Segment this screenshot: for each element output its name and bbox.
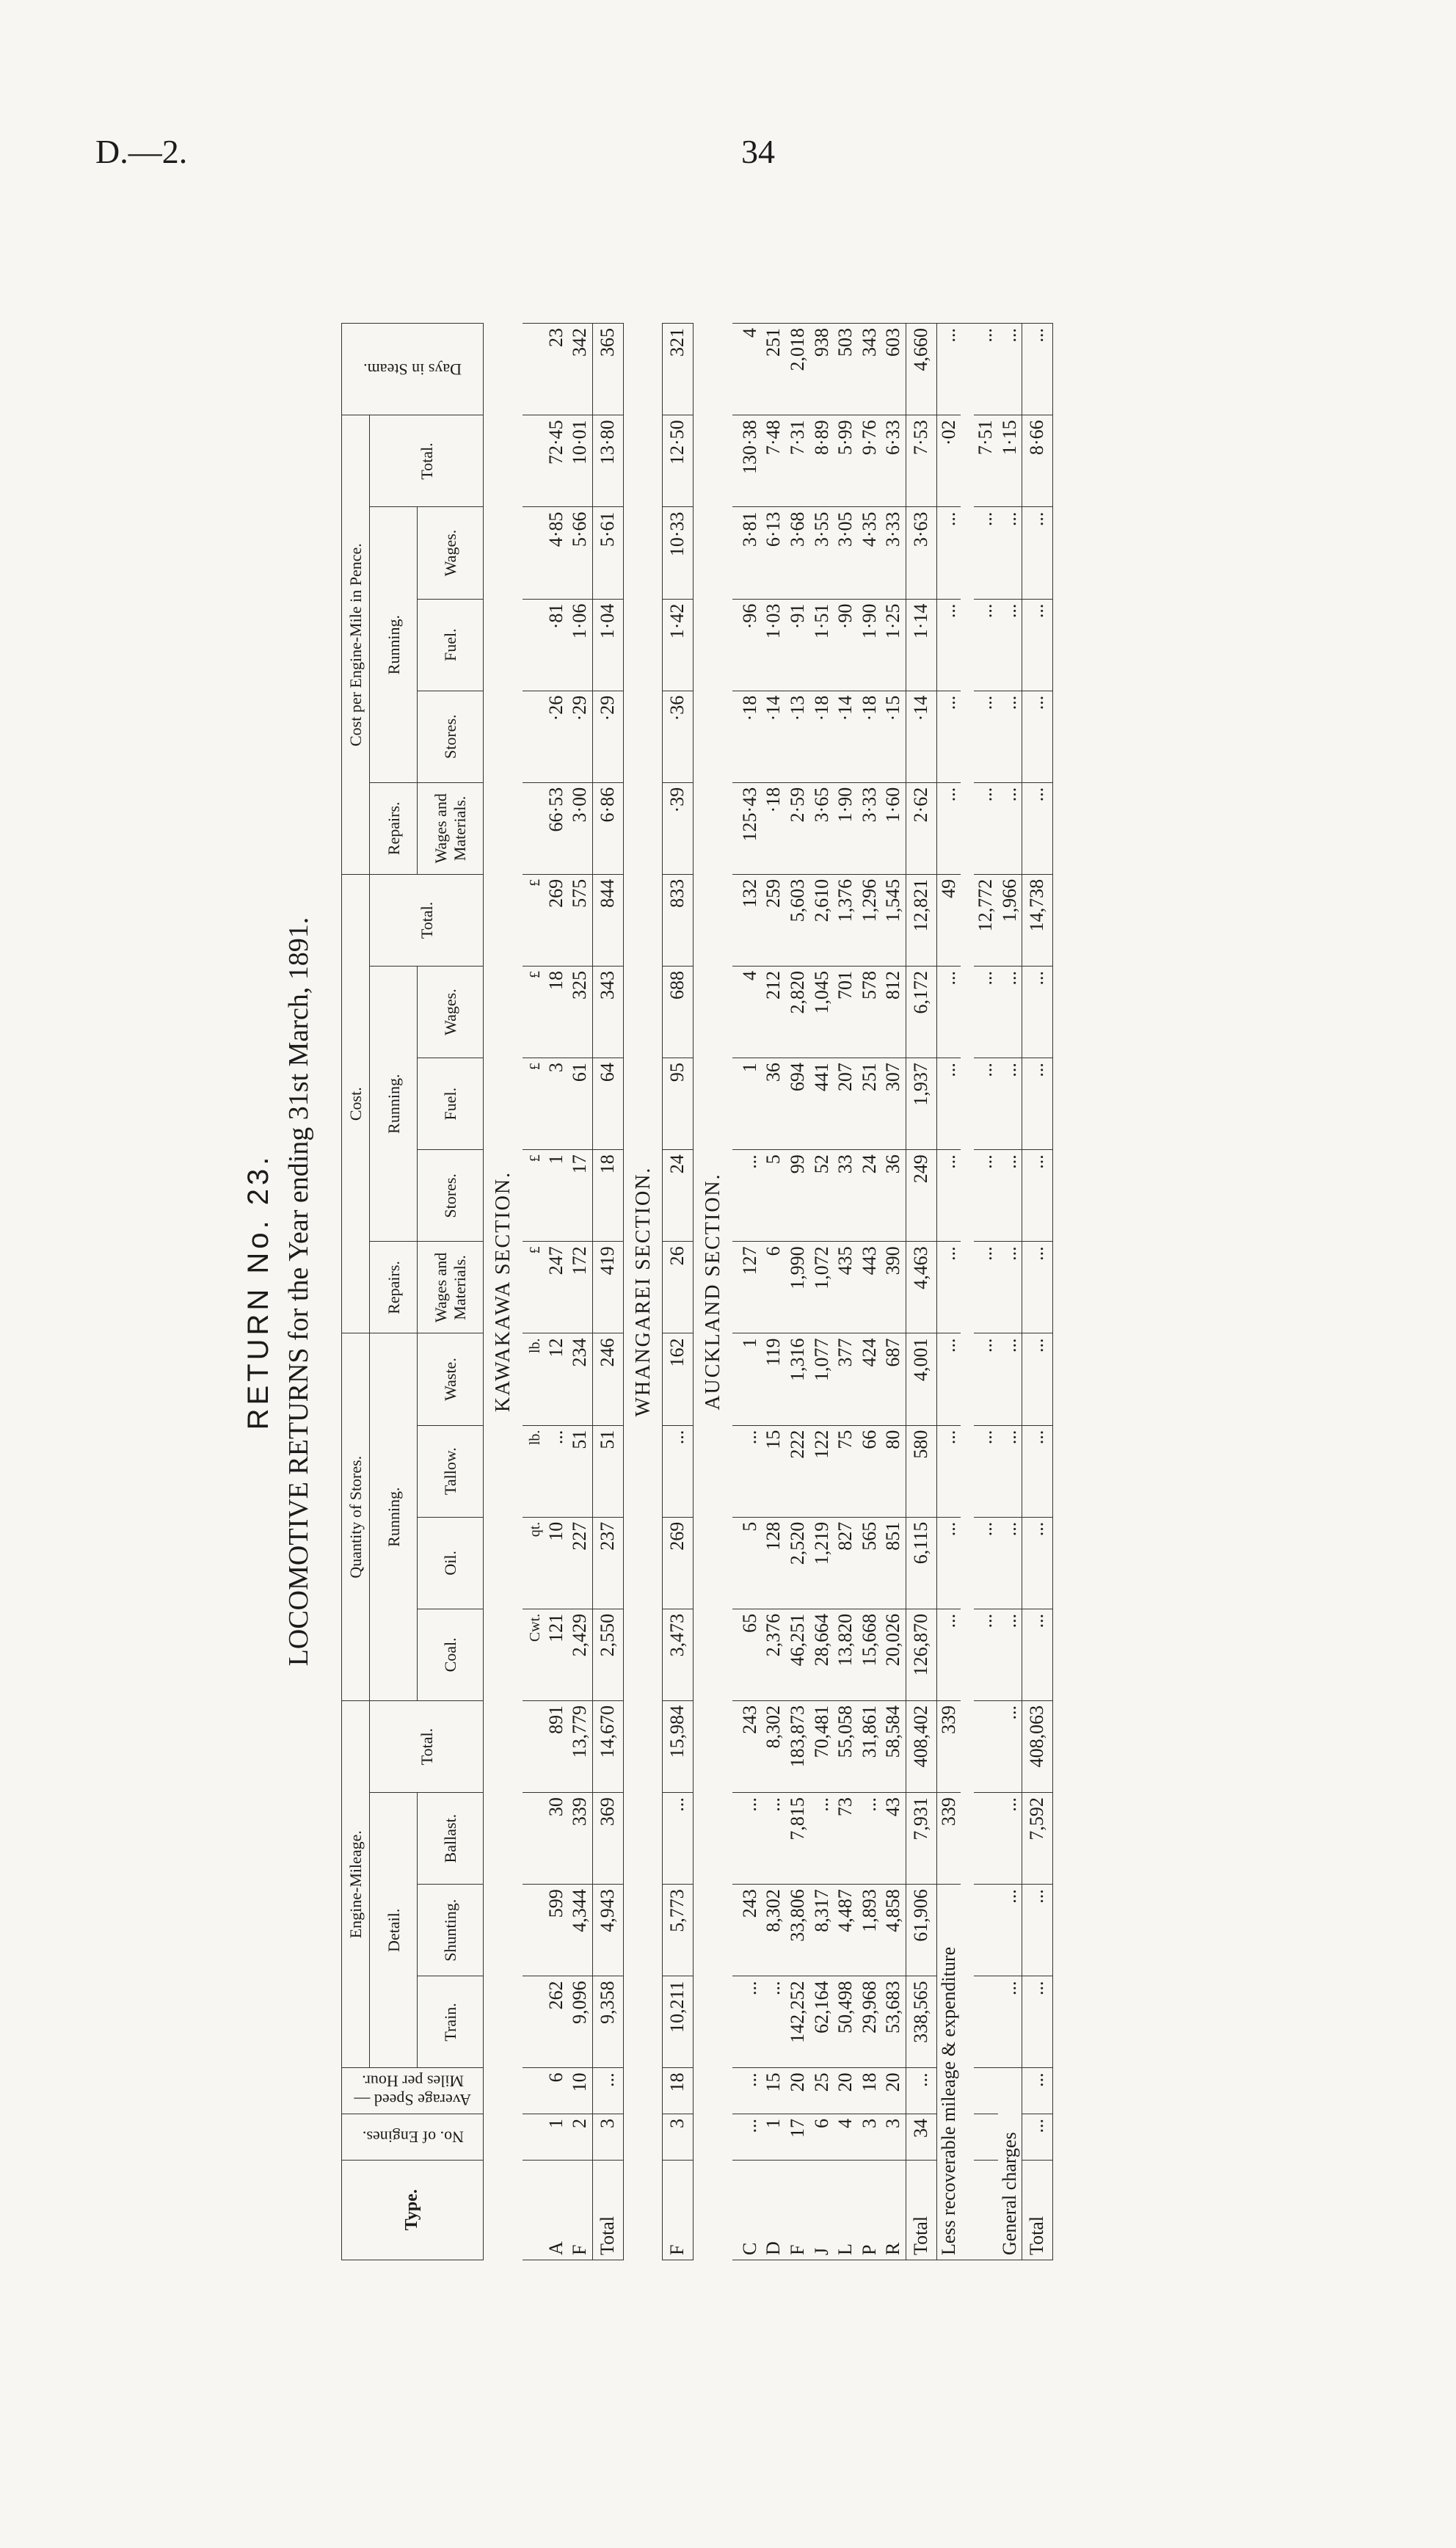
table-row: R 3 20 53,683 4,858 43 58,584 20,026 851 80 687 390 36 307 812 1,545 1·60 ·15 1·25 3·33 6·33 603	[881, 324, 906, 2260]
header-quantity-stores: Quantity of Stores.	[342, 1333, 370, 1700]
header-pence-running: Running.	[370, 507, 418, 782]
header-cost-wages: Wages.	[418, 967, 484, 1058]
spacer-row	[961, 324, 974, 2260]
header-mileage-total: Total.	[370, 1700, 484, 1792]
header-pence-wages-materials: Wages and Materials.	[418, 782, 484, 874]
header-cost-running: Running.	[370, 967, 418, 1242]
table-row: L 4 20 50,498 4,487 73 55,058 13,820 827 75 377 435 33 207 701 1,376 1·90 ·14 ·90 3·05 5·99 503	[834, 324, 858, 2260]
rotated-table-sheet	[242, 323, 1387, 2260]
header-oil: Oil.	[418, 1517, 484, 1609]
less-recoverable-row: Less recoverable mileage & expenditure 339 339 ... ... ... ... ... ... ... ... 49 ... ... ... ... ·02 ...	[936, 324, 961, 2260]
page-header	[0, 132, 1456, 176]
header-tallow: Tallow.	[418, 1425, 484, 1517]
header-waste: Waste.	[418, 1333, 484, 1425]
table-row: F 17 20 142,252 33,806 7,815 183,873 46,251 2,520 222 1,316 1,990 99 694 2,820 5,603 2·59 ·13 ·91 3·68 7·31 2,018	[786, 324, 810, 2260]
section-heading-kawakawa	[484, 324, 523, 2260]
header-cost-per-mile: Cost per Engine-Mile in Pence.	[342, 415, 370, 875]
header-pence-repairs: Repairs.	[370, 782, 418, 874]
unit-pound-fuel: £	[523, 1058, 545, 1150]
table-row: C ... ... ... 243 ... 243 65 5 ... 1 127 ... 1 4 132 125·43 ·18 ·96 3·81 130·38 4	[732, 324, 762, 2260]
unit-coal: Cwt.	[523, 1609, 545, 1700]
page-number: 34	[741, 133, 775, 170]
general-charges-row: General charges ... ... ... ... ... ... ... ... ... ... ... ... 1,966 ... ... ... ... 1·15 ...	[998, 324, 1022, 2260]
unit-tallow: lb.	[523, 1425, 545, 1517]
header-cost-fuel: Fuel.	[418, 1058, 484, 1150]
header-cost-wages-materials: Wages and Materials.	[418, 1242, 484, 1333]
main-title: LOCOMOTIVE RETURNS for the Year ending 31st March, 1891.	[283, 917, 314, 1667]
unit-oil: qt.	[523, 1517, 545, 1609]
table-row: P 3 18 29,968 1,893 ... 31,861 15,668 565 66 424 443 24 251 578 1,296 3·33 ·18 1·90 4·35 9·76 343	[858, 324, 882, 2260]
header-coal: Coal.	[418, 1609, 484, 1700]
header-no-engines: No. of Engines.	[342, 2114, 484, 2160]
units-row	[523, 324, 545, 2260]
unit-pound-repairs: £	[523, 1242, 545, 1333]
returns-grid	[341, 323, 1053, 2260]
titles	[242, 323, 338, 2260]
return-number: RETURN No. 23.	[242, 1153, 274, 1430]
header-pence-total: Total.	[370, 415, 484, 507]
unit-pound-wages: £	[523, 967, 545, 1058]
header-days-steam: Days in Steam.	[342, 324, 484, 415]
section-heading-kawakawa-label: KAWAKAWA SECTION.	[492, 1171, 514, 1413]
header-pence-fuel: Fuel.	[418, 599, 484, 691]
header-engine-mileage: Engine-Mileage.	[342, 1700, 370, 2068]
table-row: J 6 25 62,164 8,317 ... 70,481 28,664 1,219 122 1,077 1,072 52 441 1,045 2,610 3·65 ·18 1·51 3·55 8·89 938	[810, 324, 834, 2260]
table-row: D 1 15 ... 8,302 ... 8,302 2,376 128 15 119 6 5 36 212 259 ·18 ·14 1·03 6·13 7·48 251	[762, 324, 786, 2260]
header-type: Type.	[342, 2160, 484, 2260]
header-cost-total: Total.	[370, 874, 484, 966]
header-detail: Detail.	[370, 1793, 418, 2068]
header-pence-wages: Wages.	[418, 507, 484, 599]
subtotal-row: ... ... ... ... ... ... ... ... 12,772 ... ... ... ... 7·51 ...	[974, 324, 998, 2260]
locomotive-returns-table	[341, 323, 1053, 2260]
header-ballast: Ballast.	[418, 1793, 484, 1885]
total-row: Total 3 ... 9,358 4,943 369 14,670 2,550 237 51 246 419 18 64 343 844 6·86 ·29 1·04 5·61 13·80 365	[592, 324, 623, 2260]
header-pence-stores: Stores.	[418, 691, 484, 782]
header-avg-speed: Average Speed — Miles per Hour.	[342, 2068, 484, 2114]
header-cost: Cost.	[342, 874, 370, 1333]
grand-total-row: Total ... ... ... ... 7,592 408,063 ... ... ... ... ... ... ... ... 14,738 ... ... ... ... 8·66 ...	[1022, 324, 1053, 2260]
total-row: Total 34 ... 338,565 61,906 7,931 408,402 126,870 6,115 580 4,001 4,463 249 1,937 6,172 12,821 2·62 ·14 1·14 3·63 7·53 4,660	[906, 324, 936, 2260]
table-header	[342, 324, 484, 2260]
section-heading-auckland: AUCKLAND SECTION.	[701, 1173, 724, 1410]
table-row: A 1 6 262 599 30 891 121 10 ... 12 247 1 3 18 269 66·53 ·26 ·81 4·85 72·45 23	[545, 324, 569, 2260]
header-cost-stores: Stores.	[418, 1150, 484, 1242]
header-train: Train.	[418, 1976, 484, 2068]
header-stores-running: Running.	[370, 1333, 418, 1700]
table-row: F 3 18 10,211 5,773 ... 15,984 3,473 269 ... 162 26 24 95 688 833 ·39 ·36 1·42 10·33 12·50 321	[663, 324, 694, 2260]
unit-pound-total: £	[523, 874, 545, 966]
header-shunting: Shunting.	[418, 1885, 484, 1976]
page-reference: D.—2.	[95, 133, 188, 170]
header-cost-repairs: Repairs.	[370, 1242, 418, 1333]
table-body	[484, 324, 1053, 2260]
unit-pound-stores: £	[523, 1150, 545, 1242]
unit-waste: lb.	[523, 1333, 545, 1425]
section-heading-whangarei: WHANGAREI SECTION.	[631, 1166, 655, 1417]
table-row: F 2 10 9,096 4,344 339 13,779 2,429 227 51 234 172 17 61 325 575 3·00 ·29 1·06 5·66 10·01 342	[568, 324, 592, 2260]
